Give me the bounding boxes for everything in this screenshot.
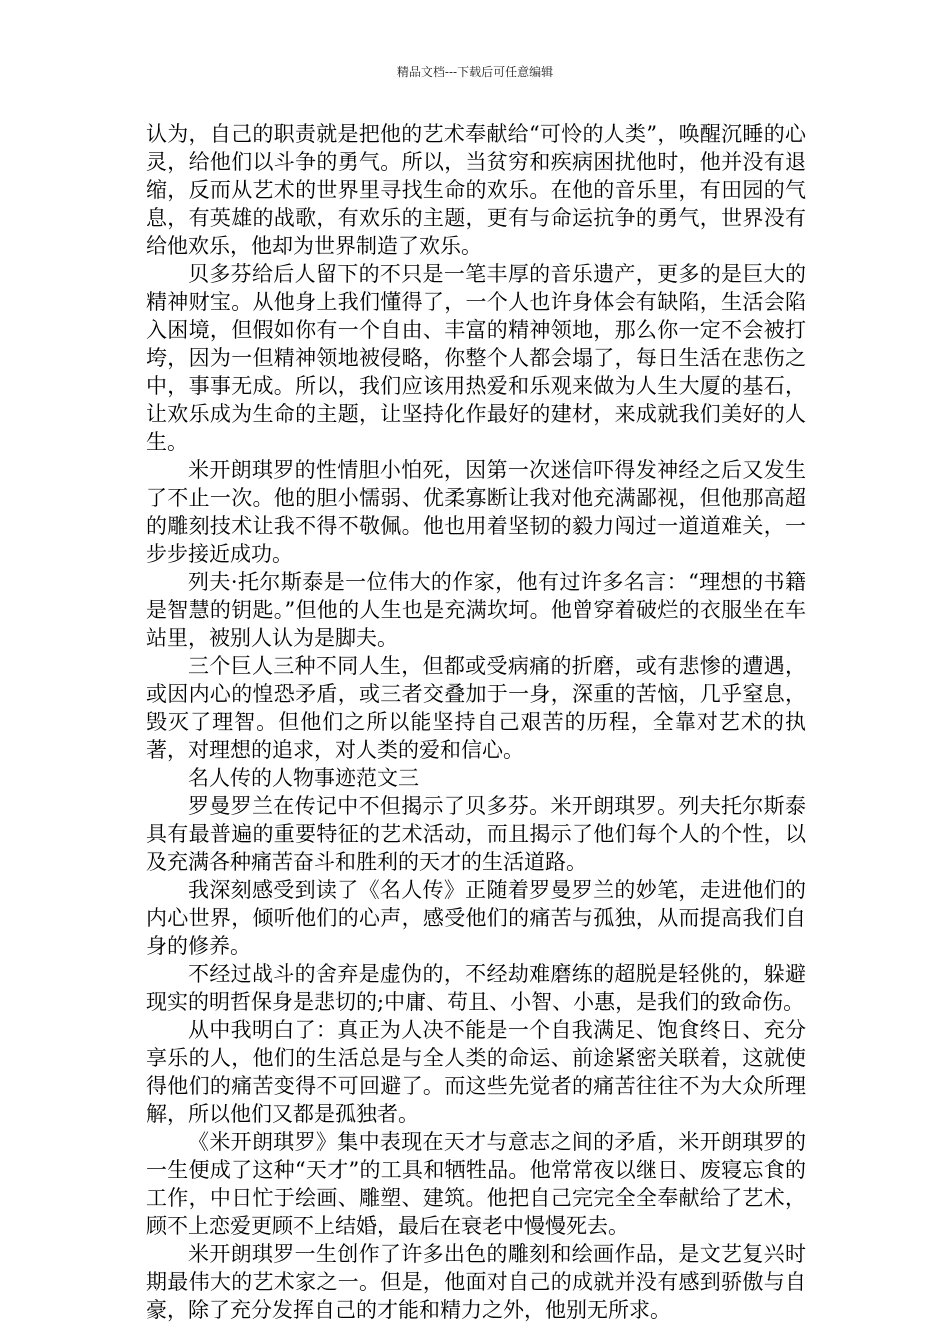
paragraph: 我深刻感受到读了《名人传》正随着罗曼罗兰的妙笔，走进他们的内心世界，倾听他们的心声，感受他们的痛苦与孤独，从而提高我们自身的修养。 [146, 878, 806, 958]
paragraph: 《米开朗琪罗》集中表现在天才与意志之间的矛盾，米开朗琪罗的一生便成了这种“天才”的工具和牺牲品。他常常夜以继日、废寝忘食的工作，中日忙于绘画、雕塑、建筑。他把自己完完全全奉献给了艺术，顾不上恋爱更顾不上结婚，最后在衰老中慢慢死去。 [146, 1130, 806, 1238]
paragraph: 贝多芬给后人留下的不只是一笔丰厚的音乐遗产，更多的是巨大的精神财宝。从他身上我们懂得了，一个人也许身体会有缺陷，生活会陷入困境，但假如你有一个自由、丰富的精神领地，那么你一定不会被打垮，因为一但精神领地被侵略，你整个人都会塌了，每日生活在悲伤之中，事事无成。所以，我们应该用热爱和乐观来做为人生大厦的基石，让欢乐成为生命的主题，让坚持化作最好的建材，来成就我们美好的人生。 [146, 262, 806, 454]
paragraph: 从中我明白了：真正为人决不能是一个自我满足、饱食终日、充分享乐的人，他们的生活总是与全人类的命运、前途紧密关联着，这就使得他们的痛苦变得不可回避了。而这些先觉者的痛苦往往不为大众所理解，所以他们又都是孤独者。 [146, 1018, 806, 1126]
paragraph: 认为，自己的职责就是把他的艺术奉献给“可怜的人类”，唤醒沉睡的心灵，给他们以斗争的勇气。所以，当贫穷和疾病困扰他时，他并没有退缩，反而从艺术的世界里寻找生命的欢乐。在他的音乐里，有田园的气息，有英雄的战歌，有欢乐的主题，更有与命运抗争的勇气，世界没有给他欢乐，他却为世界制造了欢乐。 [146, 122, 806, 258]
paragraph: 罗曼罗兰在传记中不但揭示了贝多芬。米开朗琪罗。列夫托尔斯泰具有最普遍的重要特征的艺术活动，而且揭示了他们每个人的个性，以及充满各种痛苦奋斗和胜利的天才的生活道路。 [146, 794, 806, 874]
page-header: 精品文档---下载后可任意编辑 [396, 65, 554, 79]
section-heading: 名人传的人物事迹范文三 [188, 766, 419, 790]
paragraph: 不经过战斗的舍弃是虚伪的，不经劫难磨练的超脱是轻佻的，躲避现实的明哲保身是悲切的;中庸、苟且、小智、小惠，是我们的致命伤。 [146, 962, 806, 1014]
paragraph: 米开朗琪罗的性情胆小怕死，因第一次迷信吓得发神经之后又发生了不止一次。他的胆小懦弱、优柔寡断让我对他充满鄙视，但他那高超的雕刻技术让我不得不敬佩。他也用着坚韧的毅力闯过一道道难关，一步步接近成功。 [146, 458, 806, 566]
paragraph: 米开朗琪罗一生创作了许多出色的雕刻和绘画作品，是文艺复兴时期最伟大的艺术家之一。但是，他面对自己的成就并没有感到骄傲与自豪，除了充分发挥自己的才能和精力之外，他别无所求。 [146, 1242, 806, 1322]
paragraph: 列夫·托尔斯泰是一位伟大的作家，他有过许多名言：“理想的书籍是智慧的钥匙。”但他的人生也是充满坎坷。他曾穿着破烂的衣服坐在车站里，被别人认为是脚夫。 [146, 570, 806, 650]
paragraph: 三个巨人三种不同人生，但都或受病痛的折磨，或有悲惨的遭遇，或因内心的惶恐矛盾，或三者交叠加于一身，深重的苦恼，几乎窒息，毁灭了理智。但他们之所以能坚持自己艰苦的历程，全靠对艺术的执著，对理想的追求，对人类的爱和信心。 [146, 654, 806, 762]
document-body [146, 120, 806, 1324]
